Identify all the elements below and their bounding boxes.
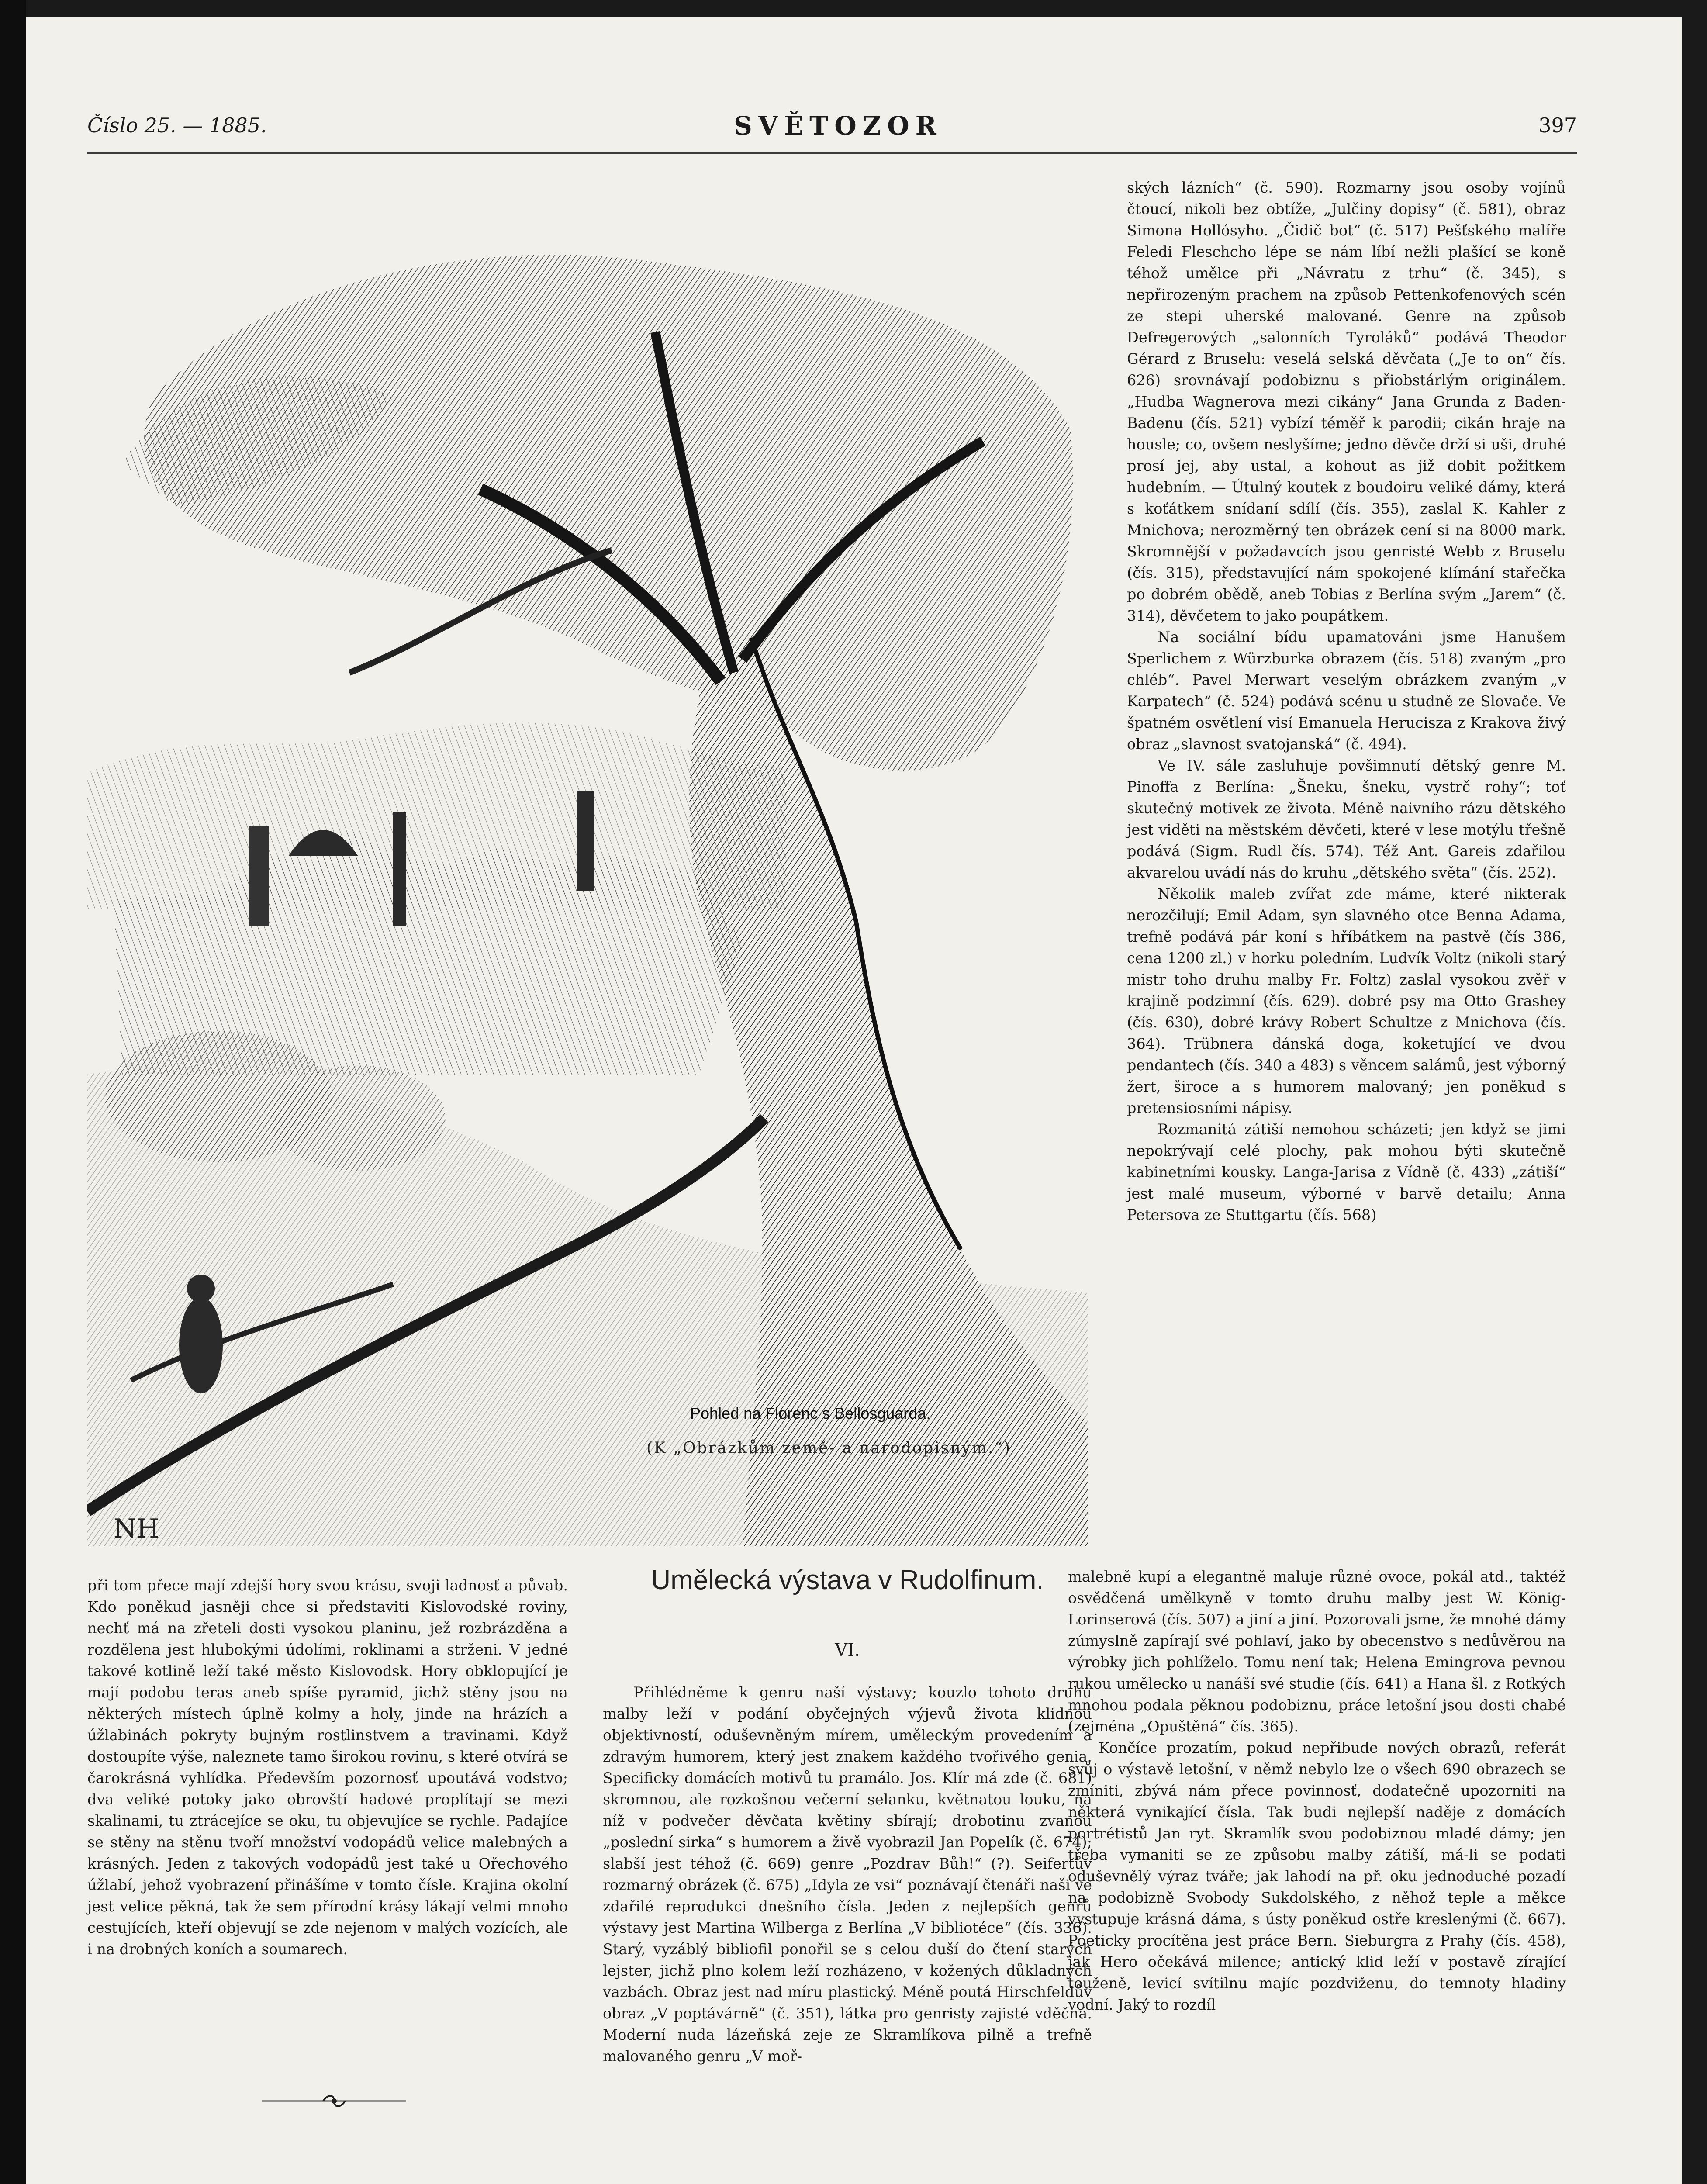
florence-view-engraving — [87, 245, 1088, 1546]
article-title: Umělecká výstava v Rudolfinum. — [651, 1565, 1044, 1595]
article-section-number: VI. — [835, 1640, 860, 1660]
illustration-subcaption: (K „Obrázkům země- a národopisným.“) — [646, 1439, 1011, 1457]
page-number: 397 — [1538, 114, 1577, 137]
right-lower-column-text — [1068, 1566, 1566, 2015]
page-header — [87, 96, 1577, 162]
decorative-ornament — [262, 2092, 406, 2110]
scan-edge — [0, 0, 26, 2184]
paragraph: Končíce prozatím, pokud nepřibude nových obrazů, referát svůj o výstavě letošní, v němž nebylo lze o všech 690 obrazech se zmíniti, zbývá nám přece povinnosť, dodatečně upozorniti na některá vynikající čísla. Tak budi nejlepší naděje z domácích portrétistů Jan ryt. Skramlík svou podobiznou mladé dámy; jen třeba vymaniti se ze způsobu malby zátiší, má-li se podati oduševnělý výraz tváře; jak lahodí na př. oku jednoduché pozadí na podobizně Svobody Sukdolského, z něhož teple a měkce vystupuje krásná dáma, s ústy poněkud ostře kreslenými (č. 667). Poeticky procítěna jest práce Bern. Sieburgra z Prahy (čís. 458), jak Hero očekává milence; antický klid leží v postavě zírající touženě, levicí svítilnu majíc pozdviženu, do temnoty hladiny vodní. Jaký to rozdíl — [1068, 1739, 1566, 2013]
paragraph: malebně kupí a elegantně maluje různé ovoce, pokál atd., taktéž osvědčená umělkyně v tomto druhu malby jest W. König-Lorinserová (čís. 507) a jiní a jiní. Pozorovali jsme, že mnohé dámy zúmyslně zapírají své pohlaví, jako by obecenstvo s nedůvěrou na výrobky jich pohlíželo. Tomu není tak; Helena Emingrova pevnou rukou umělecko u nanáší své studie (čís. 641) a Hana šl. z Rotkých mnohou podala pěknou podobiznu, práce letošní jsou dosti chabé (zejména „Opuštěná“ čís. 365). — [1068, 1568, 1566, 1735]
masthead-title: SVĚTOZOR — [734, 111, 943, 141]
paragraph: Ve IV. sále zasluhuje povšimnutí dětský genre M. Pinoffa z Berlína: „Šneku, šneku, vystrč rohy“; toť skutečný motivek ze života. Méně naivního rázu dětského jest viděti na městském děvčeti, které v lese motýlu třešně podává (Sigm. Rudl čís. 574). Též Ant. Gareis zdařilou akvarelou uvádí nás do kruhu „dětského světa“ (čís. 252). — [1127, 757, 1566, 881]
illustration-caption: Pohled na Florenc s Bellosguarda. — [690, 1404, 931, 1422]
paragraph: Rozmanitá zátiší nemohou scházeti; jen když se jimi nepokrývají celé plochy, pak mohou býti skutečně kabinetními kousky. Langa-Jarisa z Vídně (č. 433) „zátiší“ jest malé museum, výborné v barvě detailu; Anna Petersova ze Stuttgartu (čís. 568) — [1127, 1121, 1566, 1223]
paragraph: ských lázních“ (č. 590). Rozmarny jsou osoby vojínů čtoucí, nikoli bez obtíže, „Julčiny dopisy“ (č. 581), obraz Simona Hollósyho. „Čidič bot“ (č. 517) Pešťského malíře Feledi Fleschcho lépe se nám líbí nežli plašící se koně téhož umělce při „Návratu z trhu“ (č. 345), s nepřirozeným prachem na způsob Pettenkofenových scén ze stepi uherské malované. Genre na způsob Defregerových „salonních Tyroláků“ podává Theodor Gérard z Bruselu: veselá selská děvčata („Je to on“ čís. 626) srovnávají podobiznu s přiobstárlým originálem. „Hudba Wagnerova mezi cikány“ Jana Grunda z Baden-Badenu (čís. 521) vybízí téměř k parodii; cikán hraje na housle; co, ovšem neslyšíme; jedno děvče drží si uši, druhé prosí jej, aby ustal, a kohout as již dobit požitkem hudebním. — Útulný koutek z boudoiru veliké dámy, která s koťátkem snídaní sdílí (čís. 355), zaslal K. Kahler z Mnichova; nerozměrný ten obrázek cení si na 8000 mark. Skromnější v požadavcích jsou genristé Webb z Bruselu (čís. 315), představující nám spokojené klímání stařečka po dobrém obědě, aneb Tobias z Berlína svým „Jarem“ (č. 314), děvčetem to jako poupátkem. — [1127, 179, 1566, 624]
engraver-signature: NH — [114, 1514, 159, 1544]
issue-number: Číslo 25. — 1885. — [87, 114, 267, 137]
paragraph: Několik maleb zvířat zde máme, které nikterak nerozčilují; Emil Adam, syn slavného otce Benna Adama, trefně podává pár koní s hříbátkem na pastvě (čís 386, cena 1200 zl.) v horku poledním. Ludvík Voltz (nikoli starý mistr toho druhu malby Fr. Foltz) zaslal vysokou zvěř v krajině podzimní (čís. 629). dobré psy ma Otto Grashey (čís. 630), dobré krávy Robert Schultze z Mnichova (čís. 364). Trübnera dánská doga, koketující ve dvou pendantech (čís. 340 a 483) s věncem salámů, jest výborný žert, široce a s humorem malovaný; jen poněkud s pretensiosními nápisy. — [1127, 885, 1566, 1116]
left-column-text — [87, 1575, 568, 1960]
paragraph: při tom přece mají zdejší hory svou krásu, svoji ladnosť a půvab. Kdo poněkud jasněji chce si představiti Kislovodské roviny, nechť má na zřeteli dosti vysokou planinu, jež rozbrázděna a rozdělena jest hlubokými údolími, roklinami a strženi. V jedné takové kotlině leží také město Kislovodsk. Hory obklopující je mají podobu teras aneb spíše pyramid, jichž stěny jsou na některých místech úplně kolmy a holy, jinde na hrázích a úžlabinách pokryty bujným rostlinstvem a travinami. Když dostoupíte výše, naleznete tamo širokou rovinu, s které otvírá se čarokrásná vyhlídka. Především pozornosť upoutává vodstvo; dva veliké potoky jako obrovští hadové proplítají se mezi skalinami, tu ztrácejíce se oku, tu objevujíce se rychle. Padajíce se stěny na stěnu tvoří množství vodopádů velice malebných a krásných. Jeden z takových vodopádů jest také u Ořechového úžlabí, jehož vyobrazení přinášíme v tomto čísle. Krajina okolní jest velice pěkná, tak že sem přírodní krásy lákají velmi mnoho cestujících, kteří objevují se zde nejenom v malých vozících, ale i na drobných koních a soumarech. — [87, 1577, 568, 1958]
paragraph: Na sociální bídu upamatováni jsme Hanušem Sperlichem z Würzburka obrazem (čís. 518) zvaným „pro chléb“. Pavel Merwart veselým obrázkem zvaným „v Karpatech“ (č. 524) podává scénu u studně ze Slovače. Ve špatném osvětlení visí Emanuela Herucisza z Krakova živý obraz „slavnost svatojanská“ (č. 494). — [1127, 629, 1566, 753]
engraving-illustration — [87, 245, 1088, 1546]
paragraph: Přihlédněme k genru naší výstavy; kouzlo tohoto druhu malby leží v podání obyčejných výjevů života klidnou objektivností, oduševněným mírem, uměleckým provedením a zdravým humorem, který jest znakem každého tvořivého genia. Specificky domácích motivů tu pramálo. Jos. Klír má zde (č. 681) skromnou, ale rozkošnou večerní selanku, květnatou louku, na níž v podvečer děvčata květiny sbírají; drobotinu zvanou „poslední sirka“ s humorem a živě vyobrazil Jan Popelík (č. 674); slabší jest téhož (č. 669) genre „Pozdrav Bůh!“ (?). Seifertův rozmarný obrázek (č. 675) „Idyla ze vsi“ poznávají čtenáři naši ve zdařilé reprodukci dnešního čísla. Jeden z nejlepších genrů výstavy jest Martina Wilberga z Berlína „V bibliotéce“ (čís. 336). Starý, vyzáblý bibliofil ponořil se s celou duší do čtení starých lejster, jichž plno kolem leží rozházeno, v kožených důkladných vazbách. Obraz jest nad míru plastický. Méně poutá Hirschfeldův obraz „V poptávárně“ (č. 351), látka pro genristy zajisté vděčná. Moderní nuda lázeňská zeje ze Skramlíkova pilně a trefně malovaného genru „V moř- — [603, 1684, 1092, 2065]
header-rule — [87, 152, 1577, 154]
newspaper-page — [26, 17, 1682, 2184]
right-column-text — [1127, 177, 1566, 1226]
middle-column-text — [603, 1682, 1092, 2067]
